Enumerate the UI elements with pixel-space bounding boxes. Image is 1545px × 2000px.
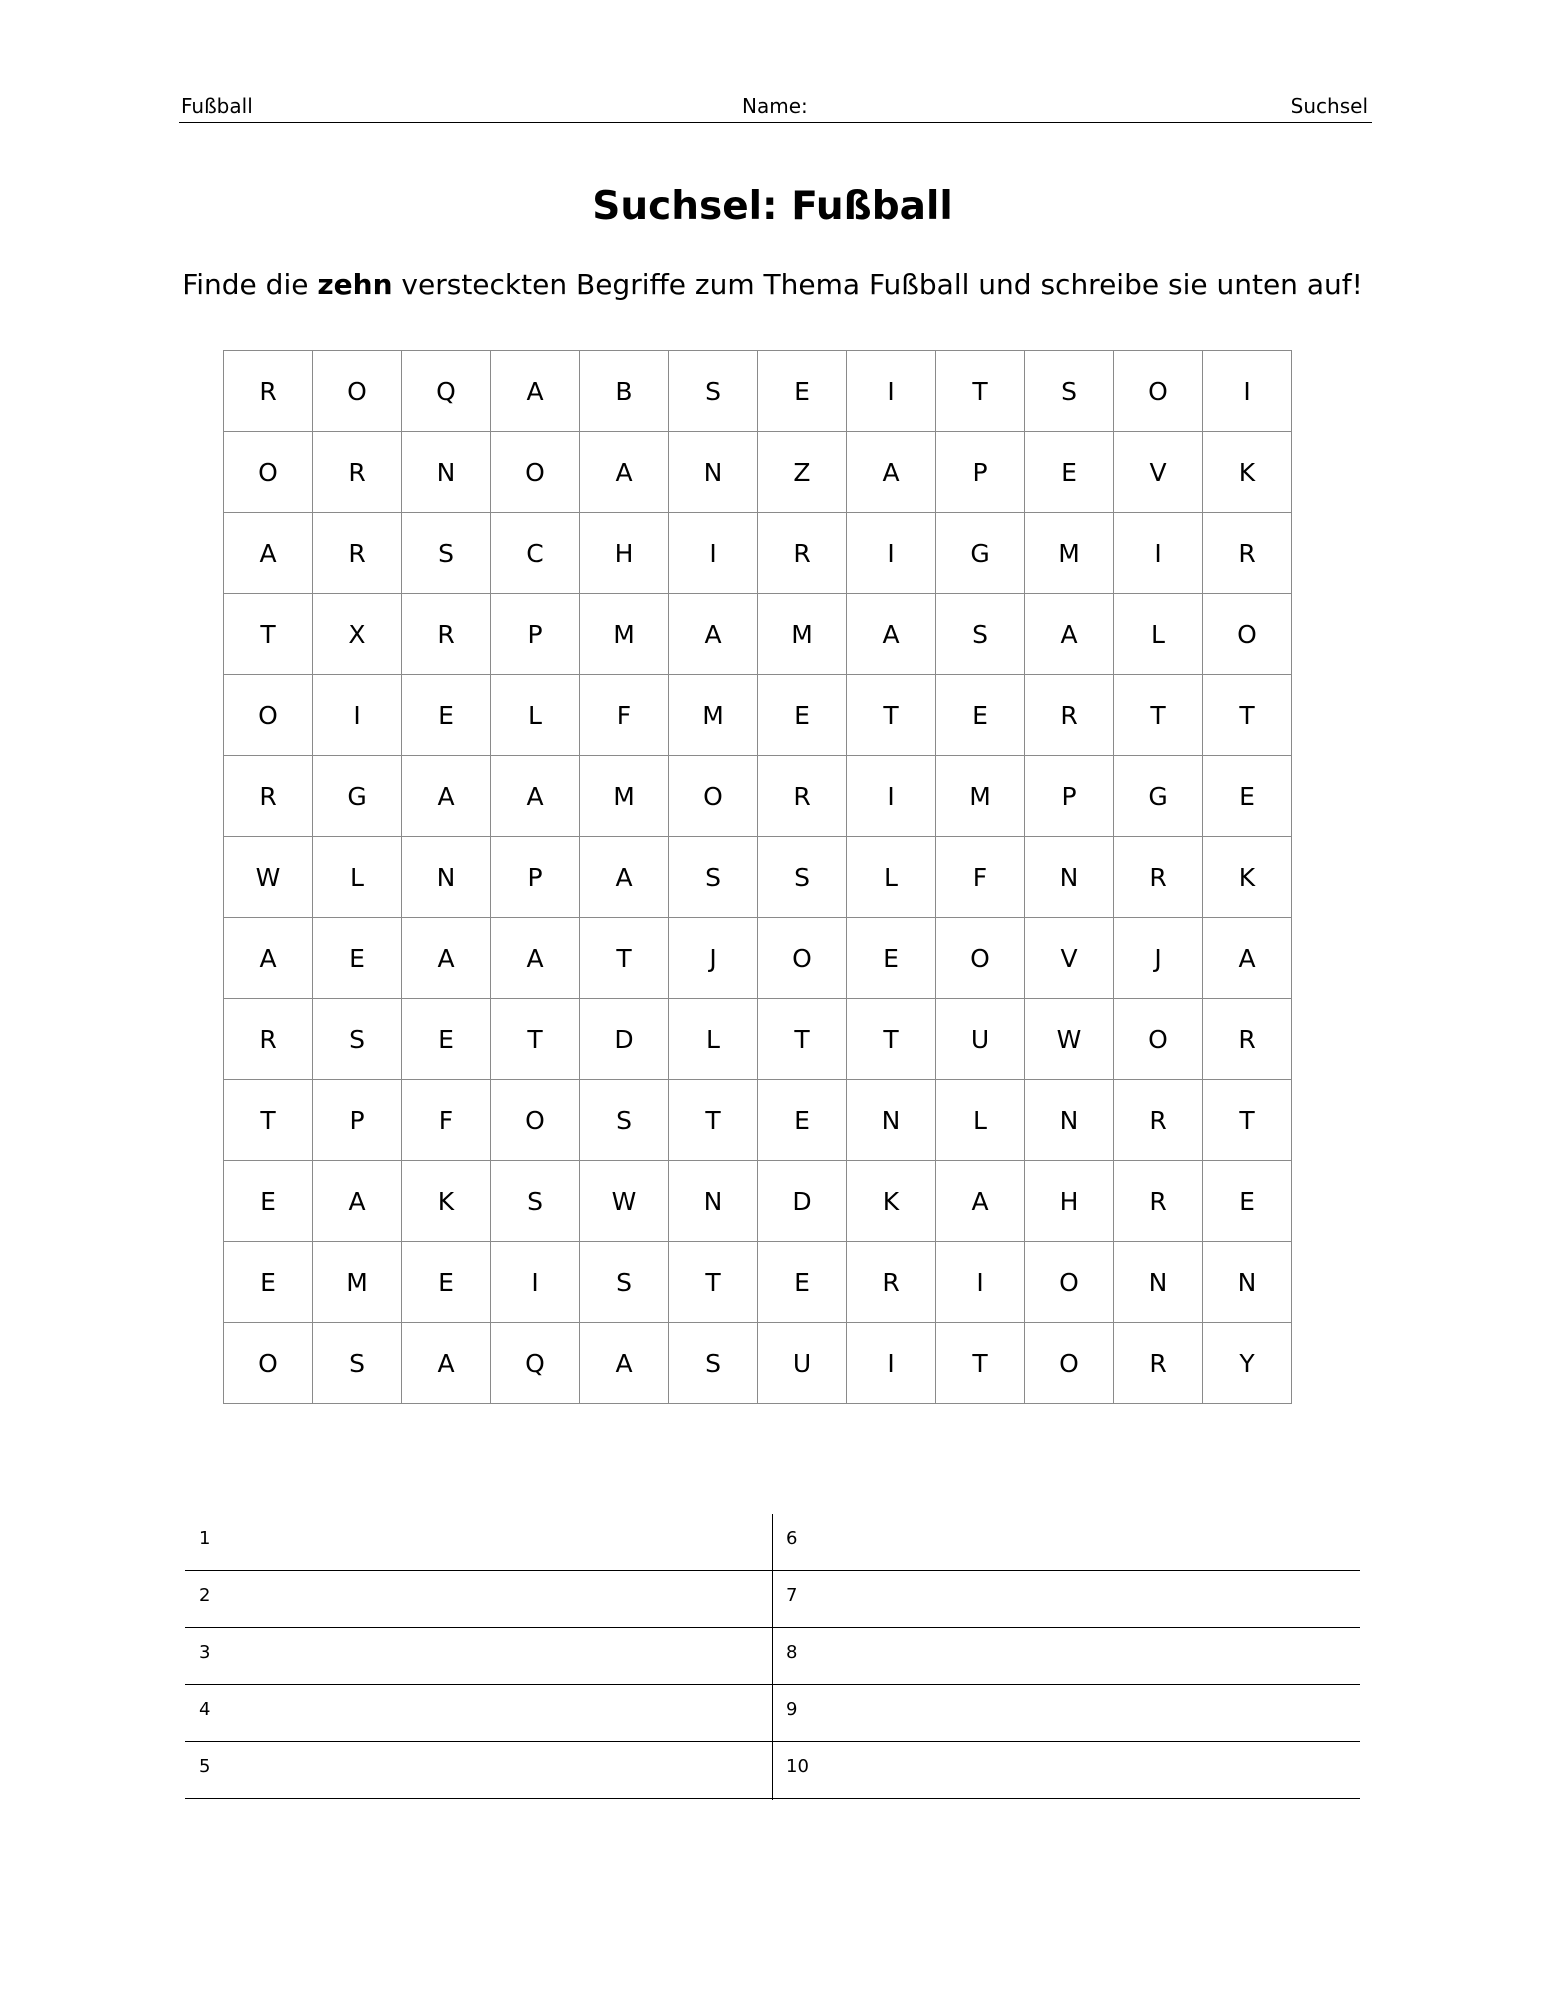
grid-cell: S xyxy=(402,513,491,594)
grid-cell: I xyxy=(313,675,402,756)
grid-cell: A xyxy=(224,513,313,594)
grid-cell: A xyxy=(402,1323,491,1404)
answer-row xyxy=(185,1742,1360,1799)
grid-cell: S xyxy=(313,1323,402,1404)
grid-cell: B xyxy=(580,351,669,432)
grid-cell: S xyxy=(936,594,1025,675)
grid-cell: K xyxy=(847,1161,936,1242)
grid-cell: E xyxy=(224,1161,313,1242)
grid-cell: I xyxy=(1114,513,1203,594)
grid-cell: P xyxy=(491,837,580,918)
grid-cell: R xyxy=(1114,1161,1203,1242)
grid-cell: O xyxy=(313,351,402,432)
grid-row xyxy=(224,432,1292,513)
grid-cell: Q xyxy=(491,1323,580,1404)
answer-number: 10 xyxy=(786,1756,809,1777)
grid-cell: S xyxy=(1025,351,1114,432)
grid-cell: A xyxy=(580,432,669,513)
grid-cell: E xyxy=(936,675,1025,756)
grid-cell: S xyxy=(580,1242,669,1323)
answer-number: 9 xyxy=(786,1699,798,1720)
grid-cell: E xyxy=(1203,756,1292,837)
grid-cell: I xyxy=(847,351,936,432)
grid-cell: R xyxy=(1203,999,1292,1080)
grid-cell: L xyxy=(847,837,936,918)
grid-cell: L xyxy=(491,675,580,756)
grid-cell: T xyxy=(936,1323,1025,1404)
grid-cell: L xyxy=(669,999,758,1080)
grid-cell: O xyxy=(224,1323,313,1404)
grid-cell: D xyxy=(758,1161,847,1242)
grid-cell: O xyxy=(669,756,758,837)
grid-cell: P xyxy=(1025,756,1114,837)
grid-cell: A xyxy=(313,1161,402,1242)
grid-cell: L xyxy=(936,1080,1025,1161)
grid-cell: R xyxy=(402,594,491,675)
grid-cell: V xyxy=(1114,432,1203,513)
grid-cell: R xyxy=(847,1242,936,1323)
grid-cell: R xyxy=(758,513,847,594)
grid-cell: R xyxy=(1114,837,1203,918)
grid-cell: T xyxy=(1114,675,1203,756)
answer-number: 1 xyxy=(199,1528,211,1549)
grid-cell: O xyxy=(491,432,580,513)
grid-row xyxy=(224,351,1292,432)
grid-cell: K xyxy=(402,1161,491,1242)
instruction-after: versteckten Begriffe zum Thema Fußball und schreibe sie unten auf! xyxy=(392,268,1363,301)
grid-cell: A xyxy=(580,837,669,918)
grid-cell: R xyxy=(313,432,402,513)
grid-cell: R xyxy=(1114,1080,1203,1161)
grid-cell: S xyxy=(669,837,758,918)
grid-cell: T xyxy=(847,675,936,756)
grid-cell: T xyxy=(224,594,313,675)
grid-cell: S xyxy=(491,1161,580,1242)
grid-cell: F xyxy=(936,837,1025,918)
grid-row xyxy=(224,1080,1292,1161)
grid-cell: T xyxy=(580,918,669,999)
grid-cell: I xyxy=(1203,351,1292,432)
grid-cell: P xyxy=(936,432,1025,513)
grid-cell: N xyxy=(669,1161,758,1242)
grid-cell: N xyxy=(1114,1242,1203,1323)
grid-cell: W xyxy=(224,837,313,918)
grid-cell: E xyxy=(758,1080,847,1161)
grid-cell: R xyxy=(1025,675,1114,756)
grid-cell: I xyxy=(669,513,758,594)
grid-cell: O xyxy=(1025,1323,1114,1404)
grid-cell: I xyxy=(491,1242,580,1323)
grid-cell: N xyxy=(669,432,758,513)
grid-row xyxy=(224,756,1292,837)
grid-row xyxy=(224,1323,1292,1404)
grid-cell: S xyxy=(669,1323,758,1404)
grid-cell: T xyxy=(491,999,580,1080)
answer-number: 3 xyxy=(199,1642,211,1663)
grid-cell: N xyxy=(402,837,491,918)
grid-cell: I xyxy=(936,1242,1025,1323)
answer-number: 7 xyxy=(786,1585,798,1606)
grid-cell: T xyxy=(847,999,936,1080)
grid-cell: G xyxy=(313,756,402,837)
grid-cell: A xyxy=(1025,594,1114,675)
grid-cell: T xyxy=(1203,1080,1292,1161)
answer-number: 8 xyxy=(786,1642,798,1663)
header-topic: Fußball xyxy=(181,94,253,118)
grid-cell: M xyxy=(313,1242,402,1323)
grid-cell: E xyxy=(402,1242,491,1323)
grid-cell: N xyxy=(847,1080,936,1161)
answer-row xyxy=(185,1571,1360,1628)
grid-cell: C xyxy=(491,513,580,594)
grid-cell: W xyxy=(580,1161,669,1242)
grid-cell: H xyxy=(580,513,669,594)
answer-row xyxy=(185,1685,1360,1742)
grid-cell: P xyxy=(491,594,580,675)
grid-cell: I xyxy=(847,513,936,594)
grid-cell: N xyxy=(402,432,491,513)
grid-cell: S xyxy=(313,999,402,1080)
grid-cell: M xyxy=(758,594,847,675)
grid-cell: G xyxy=(1114,756,1203,837)
grid-cell: R xyxy=(224,756,313,837)
grid-cell: R xyxy=(758,756,847,837)
answer-row xyxy=(185,1628,1360,1685)
grid-cell: A xyxy=(491,756,580,837)
grid-cell: J xyxy=(669,918,758,999)
grid-cell: F xyxy=(580,675,669,756)
grid-cell: T xyxy=(669,1242,758,1323)
grid-cell: A xyxy=(847,594,936,675)
grid-cell: E xyxy=(402,999,491,1080)
grid-cell: T xyxy=(758,999,847,1080)
grid-cell: A xyxy=(936,1161,1025,1242)
grid-cell: O xyxy=(936,918,1025,999)
grid-cell: E xyxy=(758,675,847,756)
grid-cell: T xyxy=(936,351,1025,432)
instruction-before: Finde die xyxy=(182,268,318,301)
grid-row xyxy=(224,918,1292,999)
grid-cell: R xyxy=(313,513,402,594)
grid-cell: H xyxy=(1025,1161,1114,1242)
answer-table xyxy=(185,1514,1360,1799)
grid-cell: Z xyxy=(758,432,847,513)
grid-cell: E xyxy=(1025,432,1114,513)
grid-cell: R xyxy=(224,351,313,432)
grid-cell: M xyxy=(669,675,758,756)
grid-cell: O xyxy=(491,1080,580,1161)
grid-cell: E xyxy=(402,675,491,756)
grid-cell: A xyxy=(491,918,580,999)
grid-cell: A xyxy=(669,594,758,675)
grid-cell: E xyxy=(313,918,402,999)
grid-cell: N xyxy=(1025,837,1114,918)
grid-cell: S xyxy=(669,351,758,432)
grid-cell: A xyxy=(580,1323,669,1404)
grid-row xyxy=(224,999,1292,1080)
grid-cell: A xyxy=(402,918,491,999)
header-type: Suchsel xyxy=(1290,94,1368,118)
grid-cell: O xyxy=(758,918,847,999)
grid-cell: O xyxy=(1114,351,1203,432)
grid-cell: O xyxy=(224,432,313,513)
grid-row xyxy=(224,513,1292,594)
instruction-text xyxy=(0,268,1545,301)
grid-cell: I xyxy=(847,756,936,837)
grid-cell: O xyxy=(1114,999,1203,1080)
answer-number: 6 xyxy=(786,1528,798,1549)
grid-cell: W xyxy=(1025,999,1114,1080)
grid-cell: E xyxy=(224,1242,313,1323)
grid-cell: K xyxy=(1203,837,1292,918)
grid-cell: R xyxy=(1114,1323,1203,1404)
grid-cell: U xyxy=(936,999,1025,1080)
instruction-bold: zehn xyxy=(317,268,393,301)
grid-cell: F xyxy=(402,1080,491,1161)
grid-cell: E xyxy=(1203,1161,1292,1242)
grid-cell: A xyxy=(1203,918,1292,999)
grid-cell: E xyxy=(758,351,847,432)
grid-cell: O xyxy=(1025,1242,1114,1323)
page-header xyxy=(179,92,1372,123)
grid-row xyxy=(224,675,1292,756)
grid-cell: M xyxy=(1025,513,1114,594)
grid-cell: R xyxy=(224,999,313,1080)
grid-cell: V xyxy=(1025,918,1114,999)
grid-cell: D xyxy=(580,999,669,1080)
grid-cell: Q xyxy=(402,351,491,432)
grid-cell: N xyxy=(1203,1242,1292,1323)
grid-cell: O xyxy=(1203,594,1292,675)
grid-cell: P xyxy=(313,1080,402,1161)
grid-cell: J xyxy=(1114,918,1203,999)
grid-cell: X xyxy=(313,594,402,675)
grid-cell: I xyxy=(847,1323,936,1404)
grid-cell: L xyxy=(313,837,402,918)
grid-cell: A xyxy=(224,918,313,999)
grid-cell: T xyxy=(669,1080,758,1161)
grid-cell: A xyxy=(491,351,580,432)
grid-cell: Y xyxy=(1203,1323,1292,1404)
grid-cell: T xyxy=(1203,675,1292,756)
grid-cell: M xyxy=(936,756,1025,837)
answer-number: 5 xyxy=(199,1756,211,1777)
grid-cell: M xyxy=(580,756,669,837)
grid-cell: O xyxy=(224,675,313,756)
grid-cell: S xyxy=(580,1080,669,1161)
grid-row xyxy=(224,1242,1292,1323)
grid-row xyxy=(224,837,1292,918)
grid-cell: M xyxy=(580,594,669,675)
grid-row xyxy=(224,594,1292,675)
word-search-grid xyxy=(223,350,1292,1404)
grid-cell: N xyxy=(1025,1080,1114,1161)
answer-row xyxy=(185,1514,1360,1571)
grid-cell: E xyxy=(847,918,936,999)
grid-cell: A xyxy=(402,756,491,837)
grid-cell: S xyxy=(758,837,847,918)
answer-number: 4 xyxy=(199,1699,211,1720)
grid-row xyxy=(224,1161,1292,1242)
page-title: Suchsel: Fußball xyxy=(592,184,953,229)
grid-cell: K xyxy=(1203,432,1292,513)
header-name-label: Name: xyxy=(742,94,808,118)
grid-cell: L xyxy=(1114,594,1203,675)
answer-number: 2 xyxy=(199,1585,211,1606)
grid-cell: A xyxy=(847,432,936,513)
grid-cell: G xyxy=(936,513,1025,594)
grid-cell: R xyxy=(1203,513,1292,594)
grid-cell: T xyxy=(224,1080,313,1161)
grid-cell: U xyxy=(758,1323,847,1404)
grid-cell: E xyxy=(758,1242,847,1323)
